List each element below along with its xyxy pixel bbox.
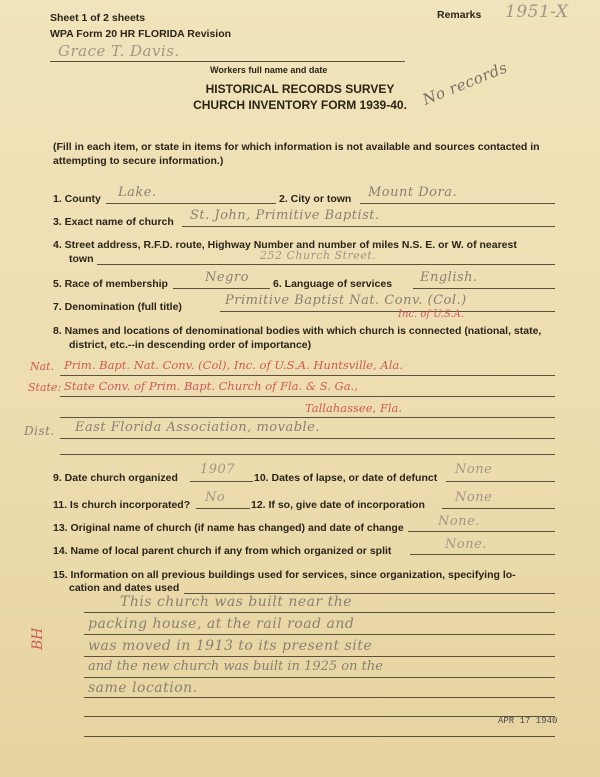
form-label: WPA Form 20 HR FLORIDA Revision: [50, 28, 232, 40]
street-line: [97, 264, 555, 265]
sheet-label: Sheet 1 of 2 sheets: [50, 12, 146, 24]
form-title-line2: CHURCH INVENTORY FORM 1939-40.: [193, 98, 407, 112]
national-prefix: Nat.: [30, 360, 55, 373]
county-line: [106, 203, 276, 204]
original-name-value: None.: [438, 514, 480, 529]
street-label-line2: town: [69, 253, 94, 265]
worker-line: [50, 61, 405, 62]
lapse-label: 10. Dates of lapse, or date of defunct: [254, 472, 438, 484]
bodies-line-5: [60, 454, 555, 455]
buildings-text-5: same location.: [88, 680, 198, 696]
county-label: 1. County: [53, 193, 101, 205]
buildings-text-2: packing house, at the rail road and: [88, 616, 355, 632]
buildings-line-5: [84, 697, 555, 698]
organized-line: [190, 481, 253, 482]
margin-initials: BH: [30, 627, 46, 650]
language-line: [413, 288, 555, 289]
incorporated-label: 11. Is church incorporated?: [53, 499, 191, 511]
organized-label: 9. Date church organized: [53, 472, 178, 484]
street-value: 252 Church Street.: [260, 249, 377, 262]
buildings-line-1: [84, 612, 555, 613]
buildings-label-line1: 15. Information on all previous buildings used for services, since organization, specifying lo-: [53, 569, 516, 581]
race-value: Negro: [205, 270, 249, 285]
parent-church-label: 14. Name of local parent church if any from which organized or split: [53, 545, 392, 557]
denomination-line: [220, 311, 555, 312]
buildings-line-6: [84, 716, 555, 717]
form-title-line1: HISTORICAL RECORDS SURVEY: [205, 82, 395, 96]
year-note: 1951-X: [505, 2, 569, 22]
lapse-line: [446, 481, 555, 482]
buildings-line-3: [84, 656, 555, 657]
no-records-note: No records: [420, 58, 511, 109]
original-name-line: [408, 531, 555, 532]
original-name-label: 13. Original name of church (if name has changed) and date of change: [53, 522, 404, 534]
church-label: 3. Exact name of church: [53, 216, 174, 228]
incorp-date-label: 12. If so, give date of incorporation: [251, 499, 425, 511]
street-label-line1: 4. Street address, R.F.D. route, Highway Number and number of miles N.S. E. or W. of nearest: [53, 239, 517, 251]
district-body: East Florida Association, movable.: [75, 420, 320, 435]
denomination-label: 7. Denomination (full title): [53, 301, 182, 313]
bodies-label-line1: 8. Names and locations of denominational bodies with which church is connected (national, state,: [53, 325, 542, 337]
city-line: [360, 203, 555, 204]
incorporated-line: [196, 508, 250, 509]
buildings-text-4: and the new church was built in 1925 on the: [88, 659, 383, 674]
incorp-date-line: [442, 508, 555, 509]
church-value: St. John, Primitive Baptist.: [190, 208, 380, 223]
bodies-label-line2: district, etc.--in descending order of importance): [69, 339, 312, 351]
worker-caption: Workers full name and date: [210, 65, 328, 75]
instructions-line2: attempting to secure information.): [53, 155, 224, 167]
church-line: [182, 226, 555, 227]
buildings-line-4: [84, 677, 555, 678]
district-prefix: Dist.: [24, 424, 55, 438]
language-label: 6. Language of services: [273, 278, 393, 290]
state-prefix: State:: [28, 381, 62, 394]
buildings-line-2: [84, 634, 555, 635]
race-label: 5. Race of membership: [53, 278, 168, 290]
denomination-red-note: Inc. of U.S.A.: [398, 309, 465, 320]
received-stamp: APR 17 1940: [498, 716, 558, 726]
buildings-text-1: This church was built near the: [120, 594, 353, 610]
bodies-line-1: [60, 375, 555, 376]
bodies-line-4: [60, 438, 555, 439]
bodies-line-3: [60, 417, 555, 418]
worker-name: Grace T. Davis.: [58, 42, 180, 60]
bodies-line-2: [60, 396, 555, 397]
instructions-line1: (Fill in each item, or state in items for which information is not available and sources contacted in: [53, 141, 540, 153]
buildings-label-line2: cation and dates used: [69, 582, 180, 594]
state-body-city: Tallahassee, Fla.: [305, 401, 403, 415]
county-value: Lake.: [118, 185, 157, 200]
buildings-line-7: [84, 736, 555, 737]
state-body: State Conv. of Prim. Bapt. Church of Fla. & S. Ga.,: [64, 379, 358, 393]
city-value: Mount Dora.: [368, 185, 458, 200]
national-body: Prim. Bapt. Nat. Conv. (Col), Inc. of U.S.A. Huntsville, Ala.: [64, 358, 403, 372]
race-line: [173, 288, 270, 289]
city-label: 2. City or town: [279, 193, 352, 205]
parent-church-line: [410, 554, 555, 555]
buildings-text-3: was moved in 1913 to its present site: [88, 638, 373, 654]
language-value: English.: [420, 270, 478, 285]
parent-church-value: None.: [445, 537, 487, 552]
denomination-value: Primitive Baptist Nat. Conv. (Col.): [225, 293, 467, 308]
lapse-value: None: [455, 462, 493, 477]
remarks-label: Remarks: [437, 9, 482, 21]
incorp-date-value: None: [455, 490, 493, 505]
organized-value: 1907: [200, 462, 236, 477]
incorporated-value: No: [205, 490, 226, 505]
